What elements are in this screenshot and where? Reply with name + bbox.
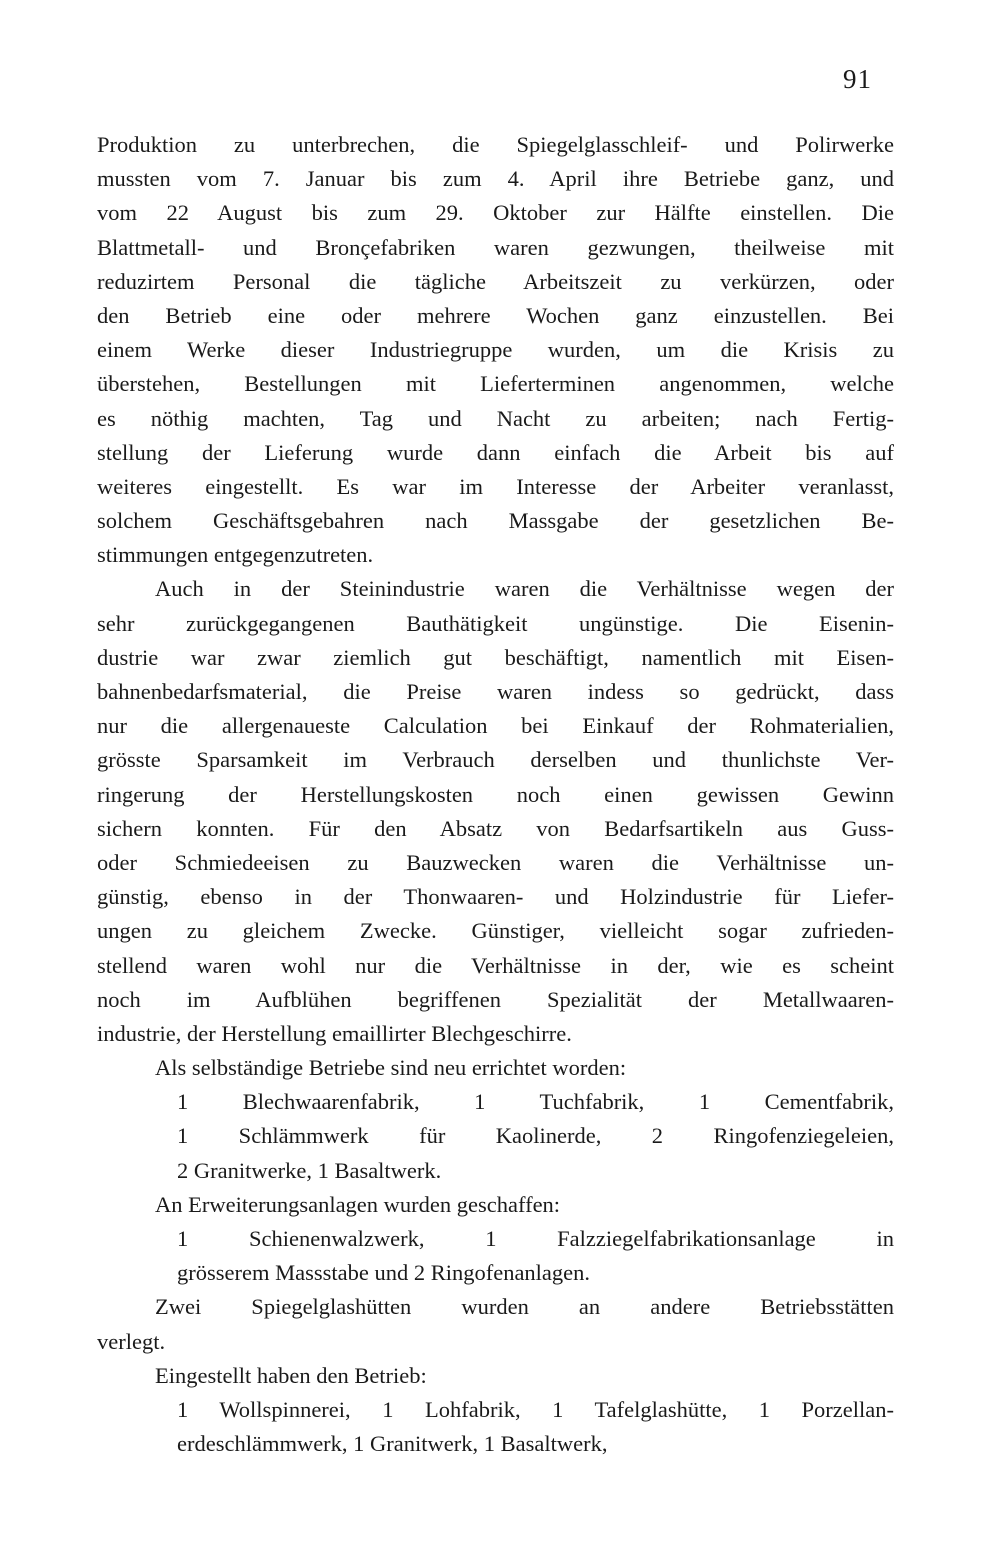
text-line: stimmungen entgegenzutreten. (97, 542, 374, 568)
text-line: bahnenbedarfsmaterial, die Preise waren indess so gedrückt, dass (97, 679, 894, 704)
list-line: 1 Blechwaarenfabrik, 1 Tuchfabrik, 1 Cementfabrik, (177, 1089, 894, 1115)
text-line: weiteres eingestellt. Es war im Interesse der Arbeiter veranlasst, (97, 473, 894, 499)
text-line: reduzirtem Personal die tägliche Arbeitszeit zu verkürzen, oder (97, 268, 894, 294)
list-line: grösserem Massstabe und 2 Ringofenanlagen. (177, 1260, 591, 1286)
text-line: noch im Aufblühen begriffenen Spezialität der Metallwaaren- (97, 986, 894, 1012)
text-line: vom 22 August bis zum 29. Oktober zur Hälfte einstellen. Die (97, 200, 894, 226)
text-line: ungen zu gleichem Zwecke. Günstiger, vielleicht sogar zufrieden- (97, 918, 894, 944)
text-line: An Erweiterungsanlagen wurden geschaffen: (155, 1191, 561, 1217)
text-line: mussten vom 7. Januar bis zum 4. April ihre Betriebe ganz, und (97, 166, 894, 192)
list-line: 1 Schlämmwerk für Kaolinerde, 2 Ringofenziegeleien, (177, 1123, 894, 1149)
text-line: Als selbständige Betriebe sind neu errichtet worden: (155, 1055, 627, 1081)
text-line: stellend waren wohl nur die Verhältnisse in der, wie es scheint (97, 952, 894, 978)
text-line: industrie, der Herstellung emaillirter Blechgeschirre. (97, 1020, 572, 1046)
text-line: überstehen, Bestellungen mit Lieferterminen angenommen, welche (97, 371, 894, 397)
list-line: erdeschlämmwerk, 1 Granitwerk, 1 Basaltwerk, (177, 1431, 608, 1457)
list-line: 1 Schienenwalzwerk, 1 Falzziegelfabrikationsanlage in (177, 1226, 894, 1251)
text-line: nur die allergenaueste Calculation bei Einkauf der Rohmaterialien, (97, 713, 894, 739)
text-line: verlegt. (97, 1328, 166, 1354)
text-line: den Betrieb eine oder mehrere Wochen ganz einzustellen. Bei (97, 302, 894, 328)
text-line: dustrie war zwar ziemlich gut beschäftigt, namentlich mit Eisen- (97, 644, 894, 670)
text-line: stellung der Lieferung wurde dann einfach die Arbeit bis auf (97, 439, 894, 465)
text-line: solchem Geschäftsgebahren nach Massgabe der gesetzlichen Be- (97, 508, 894, 534)
text-line: Produktion zu unterbrechen, die Spiegelglasschleif- und Polirwerke (97, 132, 894, 157)
page-text (97, 128, 894, 1461)
text-line: ringerung der Herstellungskosten noch einen gewissen Gewinn (97, 781, 894, 807)
text-line: sehr zurückgegangenen Bauthätigkeit ungünstige. Die Eisenin- (97, 610, 894, 636)
text-line: Eingestellt haben den Betrieb: (155, 1362, 427, 1388)
text-line: Blattmetall- und Bronçefabriken waren gezwungen, theilweise mit (97, 234, 894, 260)
text-line: sichern konnten. Für den Absatz von Bedarfsartikeln aus Guss- (97, 815, 894, 841)
list-line: 2 Granitwerke, 1 Basaltwerk. (177, 1157, 442, 1183)
page-number: 91 (843, 64, 872, 94)
text-line: grösste Sparsamkeit im Verbrauch derselben und thunlichste Ver- (97, 747, 894, 773)
text-line: oder Schmiedeeisen zu Bauzwecken waren die Verhältnisse un- (97, 849, 894, 875)
text-line: es nöthig machten, Tag und Nacht zu arbeiten; nach Fertig- (97, 405, 894, 431)
text-line: günstig, ebenso in der Thonwaaren- und Holzindustrie für Liefer- (97, 884, 894, 910)
text-line: einem Werke dieser Industriegruppe wurden, um die Krisis zu (97, 337, 894, 363)
list-line: 1 Wollspinnerei, 1 Lohfabrik, 1 Tafelglashütte, 1 Porzellan- (177, 1396, 894, 1422)
text-line: Auch in der Steinindustrie waren die Verhältnisse wegen der (155, 576, 894, 602)
text-line: Zwei Spiegelglashütten wurden an andere Betriebsstätten (155, 1294, 894, 1320)
